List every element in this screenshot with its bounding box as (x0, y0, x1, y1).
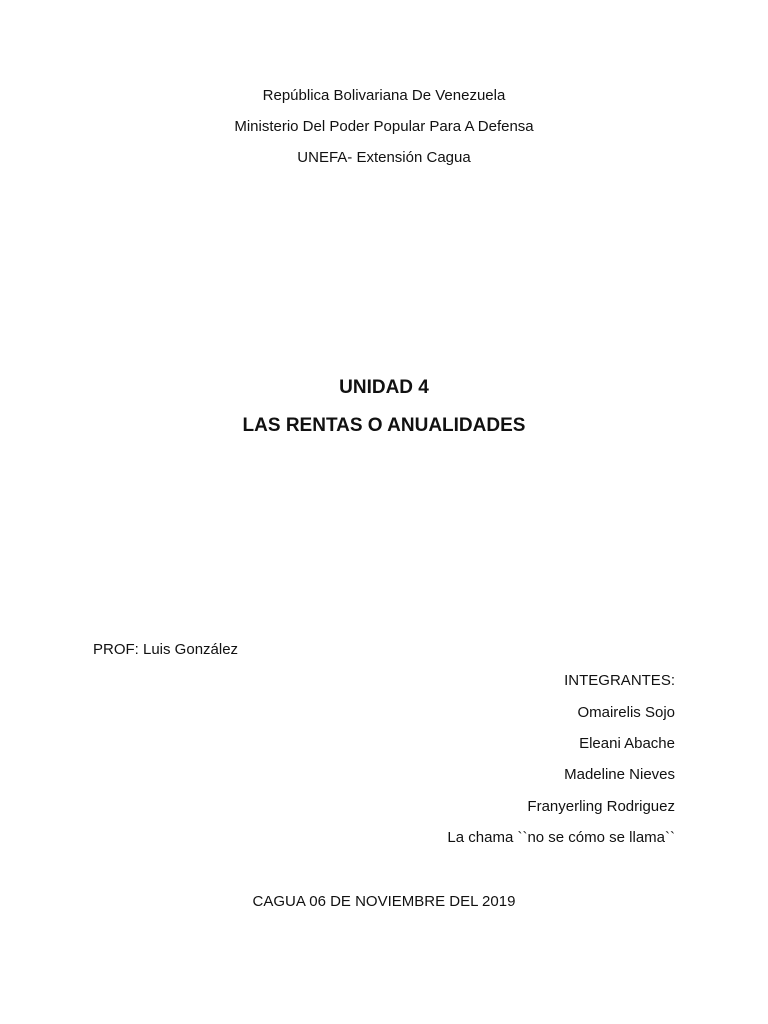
topic-title: LAS RENTAS O ANUALIDADES (242, 415, 526, 436)
member-name: La chama ``no se cómo se llama`` (447, 829, 675, 846)
member-name: Omairelis Sojo (577, 704, 675, 721)
unit-title: UNIDAD 4 (339, 377, 429, 398)
header-institution: UNEFA- Extensión Cagua (297, 149, 471, 166)
place-date: CAGUA 06 DE NOVIEMBRE DEL 2019 (252, 893, 516, 910)
header-country: República Bolivariana De Venezuela (262, 87, 506, 104)
header-ministry: Ministerio Del Poder Popular Para A Defensa (234, 118, 534, 135)
member-name: Eleani Abache (579, 735, 675, 752)
professor-name: PROF: Luis González (93, 641, 239, 658)
member-name: Madeline Nieves (564, 766, 675, 783)
member-name: Franyerling Rodriguez (527, 798, 675, 815)
members-heading: INTEGRANTES: (564, 672, 675, 689)
